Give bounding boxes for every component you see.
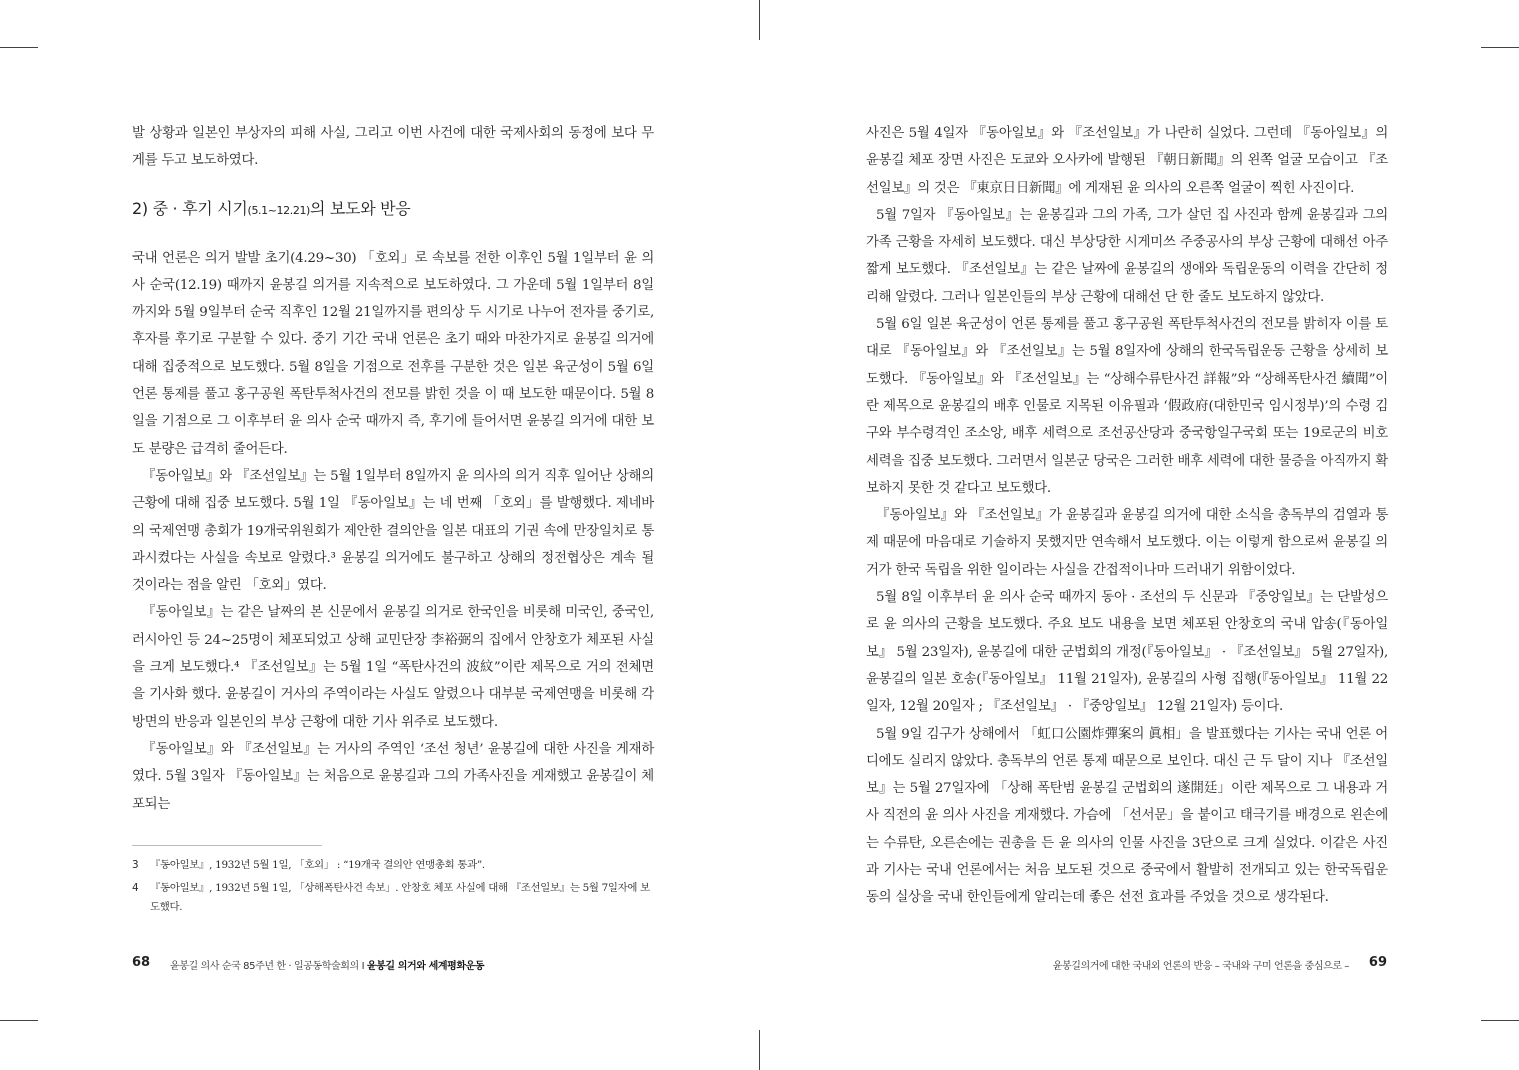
paragraph: 『동아일보』와 『조선일보』는 거사의 주역인 ‘조선 청년’ 윤봉길에 대한 사진을 게재하였다. 5월 3일자 『동아일보』는 처음으로 윤봉길과 그의 가족사진을 게재했고 윤봉길이 체포되는 <box>132 741 654 812</box>
footnotes <box>132 856 654 921</box>
crop-mark <box>0 1020 38 1021</box>
footnote-text: 『동아일보』, 1932년 5월 1일, 「호외」 : “19개국 결의안 연맹총회 통과”. <box>150 859 485 871</box>
section-heading-main: 2) 중 · 후기 시기 <box>132 198 248 218</box>
footnote <box>132 879 654 917</box>
running-head-text: 윤봉길 의사 순국 85주년 한 · 일공동학술회의 I <box>170 961 367 972</box>
right-page-body <box>866 120 1388 912</box>
crop-mark <box>759 0 760 40</box>
section-heading-range: (5.1~12.21) <box>247 203 310 217</box>
page-number-left: 68 <box>132 955 151 970</box>
crop-mark <box>0 47 38 48</box>
paragraph: 사진은 5월 4일자 『동아일보』와 『조선일보』가 나란히 실었다. 그런데 『동아일보』의 윤봉길 체포 장면 사진은 도쿄와 오사카에 발행된 『朝日新聞』의 왼쪽 얼굴 모습이고 『조선일보』의 것은 『東京日日新聞』에 게재된 윤 의사의 오른쪽 얼굴이 찍힌 사진이다. <box>866 126 1388 196</box>
footnote-text: 『동아일보』, 1932년 5월 1일, 「상해폭탄사건 속보」. 안창호 체포 사실에 대해 『조선일보』는 5월 7일자에 보도했다. <box>150 882 650 913</box>
crop-mark <box>1481 47 1519 48</box>
footnote-number: 4 <box>132 882 139 894</box>
section-heading <box>132 197 654 223</box>
paragraph: 『동아일보』와 『조선일보』는 5월 1일부터 8일까지 윤 의사의 의거 직후 일어난 상해의 근황에 대해 집중 보도했다. 5월 1일 『동아일보』는 네 번째 「호외」를 발행했다. 제네바의 국제연맹 총회가 19개국위원회가 제안한 결의안을 일본 대표의 기권 속에 만장일치로 통과시켰다는 사실을 속보로 알렸다.³ 윤봉길 의거에도 불구하고 상해의 정전협상은 계속 될 것이라는 점을 알린 「호외」였다. <box>132 468 654 594</box>
left-page-body <box>132 120 654 818</box>
running-head-left <box>170 957 484 972</box>
paragraph: 5월 8일 이후부터 윤 의사 순국 때까지 동아 · 조선의 두 신문과 『중앙일보』는 단발성으로 윤 의사의 근황을 보도했다. 주요 보도 내용을 보면 체포된 안창호의 국내 압송(『동아일보』 5월 23일자), 윤봉길에 대한 군법회의 개정(『동아일보』 · 『조선일보』 5월 27일자), 윤봉길의 일본 호송(『동아일보』 11월 21일자), 윤봉길의 사형 집행(『동아일보』 11월 22일자, 12월 20일자 ; 『조선일보』 · 『중앙일보』 12월 21일자) 등이다. <box>866 590 1388 715</box>
crop-mark <box>759 1030 760 1070</box>
footnote-divider <box>132 845 322 846</box>
paragraph: 5월 6일 일본 육군성이 언론 통제를 풀고 홍구공원 폭탄투척사건의 전모를 밝히자 이를 토대로 『동아일보』와 『조선일보』는 5월 8일자에 상해의 한국독립운동 근황을 상세히 보도했다. 『동아일보』와 『조선일보』는 “상해수류탄사건 詳報”와 “상해폭탄사건 續聞”이란 제목으로 윤봉길의 배후 인물로 지목된 이유필과 ‘假政府(대한민국 임시정부)’의 수령 김구와 부수령격인 조소앙, 배후 세력으로 조선공산당과 중국항일구국회 또는 19로군의 비호 세력을 집중 보도했다. 그러면서 일본군 당국은 그러한 배후 세력에 대한 물증을 아직까지 확보하지 못한 것 같다고 보도했다. <box>866 317 1388 496</box>
section-heading-tail: 의 보도와 반응 <box>309 198 411 218</box>
running-head-title: 윤봉길 의거와 세계평화운동 <box>366 961 485 972</box>
running-head-right: 윤봉길의거에 대한 국내외 언론의 반응 – 국내와 구미 언론을 중심으로 – <box>1052 961 1349 972</box>
paragraph: 5월 9일 김구가 상해에서 「虹口公園炸彈案의 眞相」을 발표했다는 기사는 국내 언론 어디에도 실리지 않았다. 총독부의 언론 통제 때문으로 보인다. 대신 근 두 달이 지나 『조선일보』는 5월 27일자에 「상해 폭탄범 윤봉길 군법회의 遂開廷」이란 제목으로 그 내용과 거사 직전의 윤 의사 사진을 게재했다. 가슴에 「선서문」을 붙이고 태극기를 배경으로 왼손에는 수류탄, 오른손에는 권총을 든 윤 의사의 인물 사진을 3단으로 크게 실었다. 이같은 사진과 기사는 국내 언론에서는 처음 보도된 것으로 중국에서 활발히 전개되고 있는 한국독립운동의 실상을 국내 한인들에게 알리는데 좋은 선전 효과를 주었을 것으로 생각된다. <box>866 726 1388 906</box>
page-number-right: 69 <box>1368 955 1387 970</box>
paragraph: 5월 7일자 『동아일보』는 윤봉길과 그의 가족, 그가 살던 집 사진과 함께 윤봉길과 그의 가족 근황을 자세히 보도했다. 대신 부상당한 시게미쓰 주중공사의 부상 근황에 대해선 아주 짧게 보도했다. 『조선일보』는 같은 날짜에 윤봉길의 생애와 독립운동의 이력을 간단히 정리해 알렸다. 그러나 일본인들의 부상 근황에 대해선 단 한 줄도 보도하지 않았다. <box>866 207 1388 305</box>
footnote <box>132 856 654 875</box>
paragraph: 국내 언론은 의거 발발 초기(4.29~30) 「호외」로 속보를 전한 이후인 5월 1일부터 윤 의사 순국(12.19) 때까지 윤봉길 의거를 지속적으로 보도하였다. 그 가운데 5월 1일부터 8일까지와 5월 9일부터 순국 직후인 12월 21일까지를 편의상 두 시기로 나누어 전자를 중기로, 후자를 후기로 구분할 수 있다. 중기 기간 국내 언론은 초기 때와 마찬가지로 윤봉길 의거에 대해 집중적으로 보도했다. 5월 8일을 기점으로 전후를 구분한 것은 일본 육군성이 5월 6일 언론 통제를 풀고 홍구공원 폭탄투척사건의 전모를 밝힌 것을 이 때 보도한 때문이다. 5월 8일을 기점으로 그 이후부터 윤 의사 순국 때까지 즉, 후기에 들어서면 윤봉길 의거에 대한 보도 분량은 급격히 줄어든다. <box>132 250 654 457</box>
paragraph: 『동아일보』는 같은 날짜의 본 신문에서 윤봉길 의거로 한국인을 비롯해 미국인, 중국인, 러시아인 등 24~25명이 체포되었고 상해 교민단장 李裕弼의 집에서 안창호가 체포된 사실을 크게 보도했다.⁴ 『조선일보』는 5월 1일 “폭탄사건의 波紋”이란 제목으로 거의 전체면을 기사화 했다. 윤봉길이 거사의 주역이라는 사실도 알렸으나 대부분 국제연맹을 비롯해 각 방면의 반응과 일본인의 부상 근황에 대한 기사 위주로 보도했다. <box>132 605 654 730</box>
crop-mark <box>1481 1020 1519 1021</box>
paragraph: 발 상황과 일본인 부상자의 피해 사실, 그리고 이번 사건에 대한 국제사회의 동정에 보다 무게를 두고 보도하였다. <box>132 126 654 169</box>
footnote-number: 3 <box>132 859 139 871</box>
paragraph: 『동아일보』와 『조선일보』가 윤봉길과 윤봉길 의거에 대한 소식을 총독부의 검열과 통제 때문에 마음대로 기술하지 못했지만 연속해서 보도했다. 이는 이렇게 함으로써 윤봉길 의거가 한국 독립을 위한 일이라는 사실을 간접적이나마 드러내기 위함이었다. <box>866 508 1388 578</box>
